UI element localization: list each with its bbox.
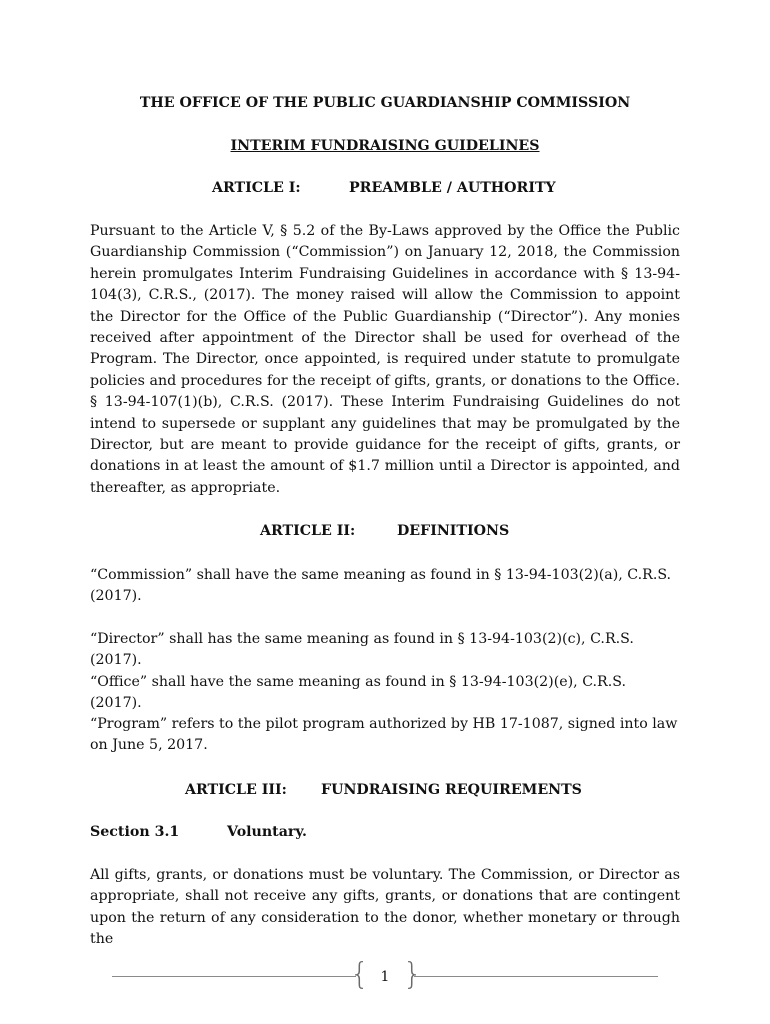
article-2-label: ARTICLE II: — [260, 523, 356, 539]
definition-director: “Director” shall has the same meaning as found in § 13-94-103(2)(c), C.R.S. (2017). — [90, 631, 634, 669]
footer-rule-right — [414, 976, 658, 977]
section-3-1-body: All gifts, grants, or donations must be voluntary. The Commission, or Director as appropriate, shall not receive any gifts, grants, or donations that are contingent upon the return of any consideration to the donor, whether monetary or through the — [90, 867, 680, 948]
definition-office: “Office” shall have the same meaning as found in § 13-94-103(2)(e), C.R.S. (2017). — [90, 674, 626, 712]
definition-commission: “Commission” shall have the same meaning as found in § 13-94-103(2)(a), C.R.S. (2017). — [90, 567, 672, 605]
section-3-1-number: Section 3.1 — [90, 824, 180, 840]
article-1-body: Pursuant to the Article V, § 5.2 of the By-Laws approved by the Office the Public Guardianship Commission (“Commission”) on January 12, 2018, the Commission herein promulgates Interim Fundraising Guidelines in accordance with § 13-94-104(3), C.R.S., (2017). The money raised will allow the Commission to appoint the Director for the Office of the Public Guardianship (“Director”). Any monies received after appointment of the Director shall be used for overhead of the Program. The Director, once appointed, is required under statute to promulgate policies and procedures for the receipt of gifts, grants, or donations to the Office. § 13-94-107(1)(b), C.R.S. (2017). These Interim Fundraising Guidelines do not intend to supersede or supplant any guidelines that may be promulgated by the Director, but are meant to provide guidance for the receipt of gifts, grants, or donations in at least the amount of $1.7 million until a Director is appointed, and thereafter, as appropriate. — [90, 223, 680, 496]
article-2-heading: DEFINITIONS — [397, 523, 510, 539]
section-3-1-title: Voluntary. — [227, 824, 307, 840]
article-3-heading: FUNDRAISING REQUIREMENTS — [321, 782, 582, 798]
footer-rule-left — [112, 976, 356, 977]
footer-left-brace: { — [350, 957, 370, 992]
article-3-label: ARTICLE III: — [185, 782, 287, 798]
article-1-label: ARTICLE I: — [212, 180, 301, 196]
definition-program: “Program” refers to the pilot program authorized by HB 17-1087, signed into law on June 5, 2017. — [90, 716, 678, 754]
article-1-heading: PREAMBLE / AUTHORITY — [349, 180, 556, 196]
document-title: THE OFFICE OF THE PUBLIC GUARDIANSHIP COMMISSION — [139, 95, 631, 111]
footer-right-brace: } — [403, 957, 423, 992]
document-subtitle: INTERIM FUNDRAISING GUIDELINES — [230, 138, 540, 154]
page-number: 1 — [380, 969, 390, 985]
